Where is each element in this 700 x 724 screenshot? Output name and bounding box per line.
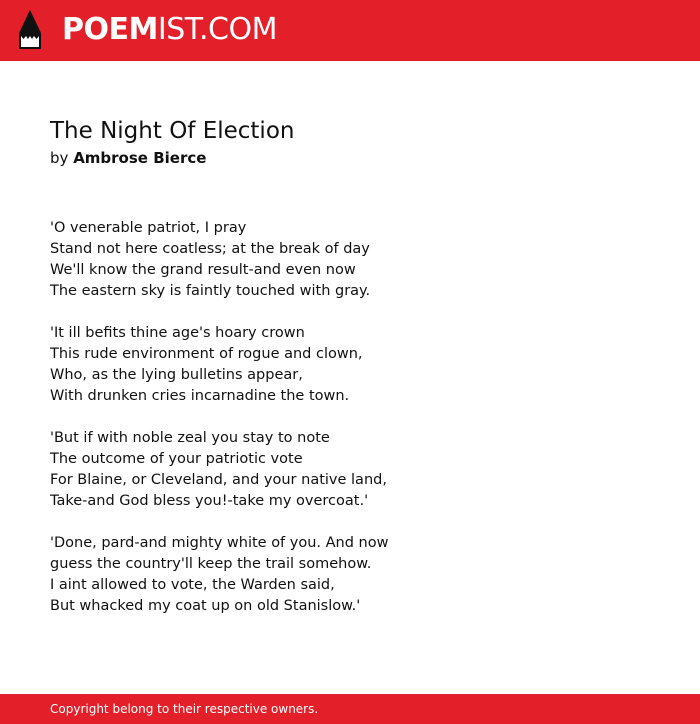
poem-line: The eastern sky is faintly touched with gray. (50, 283, 371, 299)
poem-heading (50, 116, 294, 170)
poem-line: We'll know the grand result-and even now (50, 262, 356, 278)
stanza (50, 428, 388, 512)
poem-line: With drunken cries incarnadine the town. (50, 388, 350, 404)
site-logo[interactable] (62, 12, 277, 48)
by-label: by (50, 149, 69, 167)
poem-line: The outcome of your patriotic vote (50, 451, 303, 467)
poem-line: guess the country'll keep the trail somehow. (50, 556, 372, 572)
poem-title: The Night Of Election (50, 118, 295, 144)
poem-line: Take-and God bless you!-take my overcoat.' (50, 493, 369, 509)
stanza (50, 533, 388, 617)
poem-line: I aint allowed to vote, the Warden said, (50, 577, 335, 593)
poem-body (50, 218, 388, 638)
poem-line: 'It ill befits thine age's hoary crown (50, 325, 305, 341)
poem-line: 'But if with noble zeal you stay to note (50, 430, 330, 446)
stanza (50, 323, 388, 407)
brand-bold: POEM (62, 12, 158, 47)
poem-line: Stand not here coatless; at the break of day (50, 241, 370, 257)
poem-line: This rude environment of rogue and clown, (50, 346, 363, 362)
pencil-tip-icon[interactable] (17, 9, 43, 51)
copyright-text: Copyright belong to their respective owners. (50, 702, 319, 716)
poem-line: For Blaine, or Cleveland, and your native land, (50, 472, 387, 488)
poem-line: 'O venerable patriot, I pray (50, 220, 247, 236)
author-name: Ambrose Bierce (73, 149, 207, 167)
poem-line: 'Done, pard-and mighty white of you. And now (50, 535, 389, 551)
site-header (0, 0, 700, 61)
poem-line: But whacked my coat up on old Stanislow.' (50, 598, 361, 614)
stanza (50, 218, 388, 302)
brand-light: IST.COM (157, 12, 277, 47)
site-footer (0, 694, 700, 724)
poem-line: Who, as the lying bulletins appear, (50, 367, 303, 383)
byline (50, 146, 294, 170)
